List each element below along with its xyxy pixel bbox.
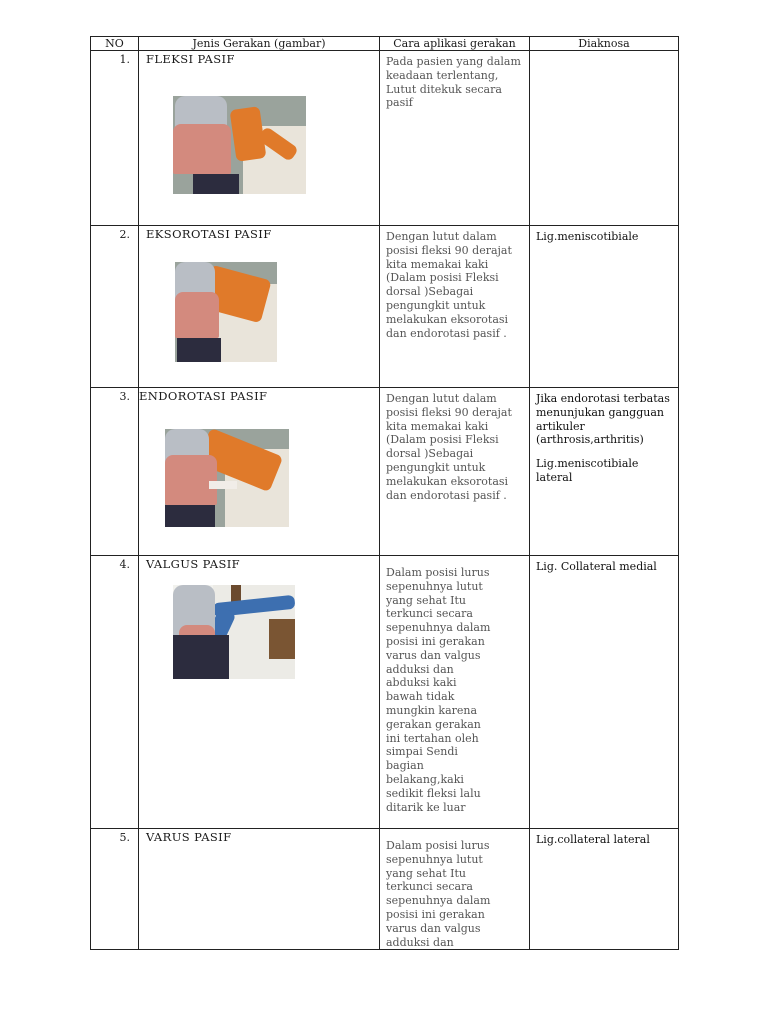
movement-cell (139, 226, 380, 388)
row-number: 3. (91, 388, 139, 556)
table-row (91, 388, 679, 556)
header-no: NO (91, 37, 139, 51)
diagnosis-text: Lig.meniscotibiale (530, 226, 679, 388)
movement-name: EKSOROTASI PASIF (146, 227, 272, 241)
movement-cell (139, 829, 380, 950)
movement-name: VALGUS PASIF (146, 557, 241, 571)
application-text: Dalam posisi lurus sepenuhnya lutut yang sehat Itu terkunci secara sepenuhnya dalam posisi ini gerakan varus dan valgus adduksi dan abduksi kaki bawah tidak mungkin karena gerakan gerakan ini tertahan oleh simpai Sendi bagian belakang,kaki sedikit fleksi lalu ditarik ke luar (380, 556, 530, 829)
row-number: 5. (91, 829, 139, 950)
movement-photo (175, 262, 277, 362)
diagnosis-cell (530, 388, 679, 556)
movement-photo (173, 585, 295, 679)
row-number: 4. (91, 556, 139, 829)
application-text: Dengan lutut dalam posisi fleksi 90 derajat kita memakai kaki (Dalam posisi Fleksi dorsal )Sebagai pengungkit untuk melakukan eksorotasi dan endorotasi pasif . (380, 226, 530, 388)
table-row (91, 51, 679, 226)
table-row (91, 829, 679, 950)
movement-photo (173, 96, 306, 194)
movement-name: FLEKSI PASIF (146, 52, 235, 66)
table-row (91, 556, 679, 829)
movement-photo (165, 429, 289, 527)
movement-name: VARUS PASIF (146, 830, 232, 844)
header-jenis: Jenis Gerakan (gambar) (139, 37, 380, 51)
application-text: Dengan lutut dalam posisi fleksi 90 derajat kita memakai kaki (Dalam posisi Fleksi dorsal )Sebagai pengungkit untuk melakukan eksorotasi dan endorotasi pasif . (380, 388, 530, 556)
movement-name: ENDOROTASI PASIF (139, 389, 268, 403)
movement-cell (139, 388, 380, 556)
diagnosis-text: Lig. Collateral medial (530, 556, 679, 829)
movement-cell (139, 556, 380, 829)
diagnosis-text-secondary: Lig.meniscotibiale lateral (536, 457, 639, 484)
row-number: 2. (91, 226, 139, 388)
movement-table (90, 36, 679, 950)
movement-cell (139, 51, 380, 226)
header-diagnosa: Diaknosa (530, 37, 679, 51)
table-header-row (91, 37, 679, 51)
application-text: Dalam posisi lurus sepenuhnya lutut yang sehat Itu terkunci secara sepenuhnya dalam posisi ini gerakan varus dan valgus adduksi dan (380, 829, 530, 950)
application-text: Pada pasien yang dalam keadaan terlentang, Lutut ditekuk secara pasif (380, 51, 530, 226)
diagnosis-text: Lig.collateral lateral (530, 829, 679, 950)
header-cara: Cara aplikasi gerakan (380, 37, 530, 51)
table-row (91, 226, 679, 388)
row-number: 1. (91, 51, 139, 226)
diagnosis-text (530, 51, 679, 226)
diagnosis-text: Jika endorotasi terbatas menunjukan gangguan artikuler (arthrosis,arthritis) (536, 392, 670, 447)
